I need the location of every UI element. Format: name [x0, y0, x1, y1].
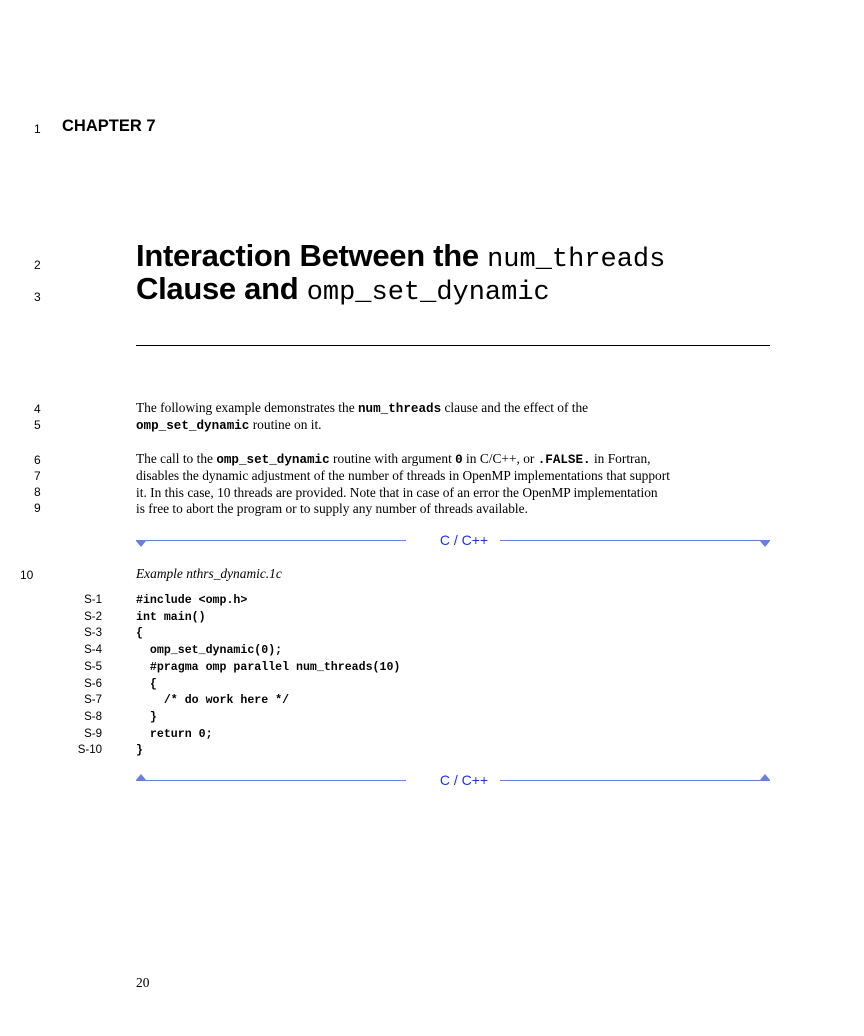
text: in Fortran, [590, 451, 651, 466]
line-number: 4 [34, 402, 41, 416]
marker-line [136, 780, 406, 781]
text: routine on it. [249, 417, 322, 433]
triangle-down-icon [760, 541, 770, 547]
language-marker-end [136, 772, 770, 790]
code-line: #pragma omp parallel num_threads(10) [136, 660, 401, 674]
line-number: 9 [34, 501, 41, 515]
triangle-up-icon [760, 774, 770, 780]
code-line: { [136, 627, 143, 641]
marker-line [500, 540, 770, 541]
triangle-up-icon [136, 774, 146, 780]
code-line-label: S-3 [84, 627, 102, 640]
code-line-label: S-1 [84, 594, 102, 606]
code-line: /* do work here */ [136, 694, 290, 708]
line-number: 3 [34, 290, 41, 304]
line-number: 2 [34, 258, 41, 272]
marker-line [136, 540, 406, 541]
text: disables the dynamic adjustment of the number of threads in OpenMP implementations that support [136, 468, 670, 484]
code-term: 0 [455, 453, 463, 467]
text: clause and the effect of the [441, 400, 589, 415]
title-text: Clause and [136, 271, 307, 306]
title-rule [136, 345, 770, 346]
page-number: 20 [136, 975, 150, 990]
line-number: 7 [34, 469, 41, 483]
code-line-label: S-6 [84, 677, 102, 690]
title-text: Interaction Between the [136, 238, 488, 273]
code-line: return 0; [136, 727, 213, 741]
code-term: omp_set_dynamic [136, 419, 250, 434]
code-line: { [136, 677, 157, 691]
code-line: } [136, 710, 157, 724]
code-line-label: S-8 [84, 710, 102, 723]
text: The call to the [136, 451, 217, 466]
text: routine with argument [329, 451, 456, 466]
code-line-label: S-7 [84, 694, 102, 707]
code-line: omp_set_dynamic(0); [136, 644, 283, 658]
line-number: 5 [34, 418, 41, 432]
page-title-line-2 [136, 271, 550, 308]
code-term: num_threads [358, 402, 442, 416]
language-label: C / C++ [439, 772, 489, 788]
code-line-label: S-4 [84, 644, 102, 657]
line-number: 10 [20, 568, 34, 582]
marker-line [500, 780, 770, 781]
example-caption: Example nthrs_dynamic.1c [136, 566, 282, 581]
code-line-label: S-5 [84, 660, 102, 673]
page-title-line-1 [136, 238, 665, 275]
description-paragraph [136, 451, 776, 518]
intro-paragraph [136, 400, 776, 435]
title-code: num_threads [487, 245, 666, 275]
text: it. In this case, 10 threads are provided. Note that in case of an error the OpenMP implementation [136, 484, 658, 500]
title-code: omp_set_dynamic [306, 278, 550, 308]
text: in C/C++, or [462, 451, 538, 466]
code-term: omp_set_dynamic [216, 453, 330, 467]
code-line: #include <omp.h> [136, 594, 248, 607]
language-marker-start [136, 532, 770, 550]
language-label: C / C++ [439, 532, 489, 548]
code-line: } [136, 744, 143, 758]
code-line-label: S-9 [84, 727, 102, 740]
line-number: 1 [34, 122, 41, 136]
text: The following example demonstrates the [136, 400, 358, 415]
chapter-heading: CHAPTER 7 [62, 117, 156, 135]
code-line-label: S-2 [84, 610, 102, 623]
text: is free to abort the program or to supply any number of threads available. [136, 501, 528, 517]
code-line-label: S-10 [77, 744, 102, 757]
line-number: 6 [34, 453, 41, 467]
line-number: 8 [34, 485, 41, 499]
triangle-down-icon [136, 541, 146, 547]
code-term: .FALSE. [537, 453, 591, 467]
code-line: int main() [136, 610, 206, 624]
